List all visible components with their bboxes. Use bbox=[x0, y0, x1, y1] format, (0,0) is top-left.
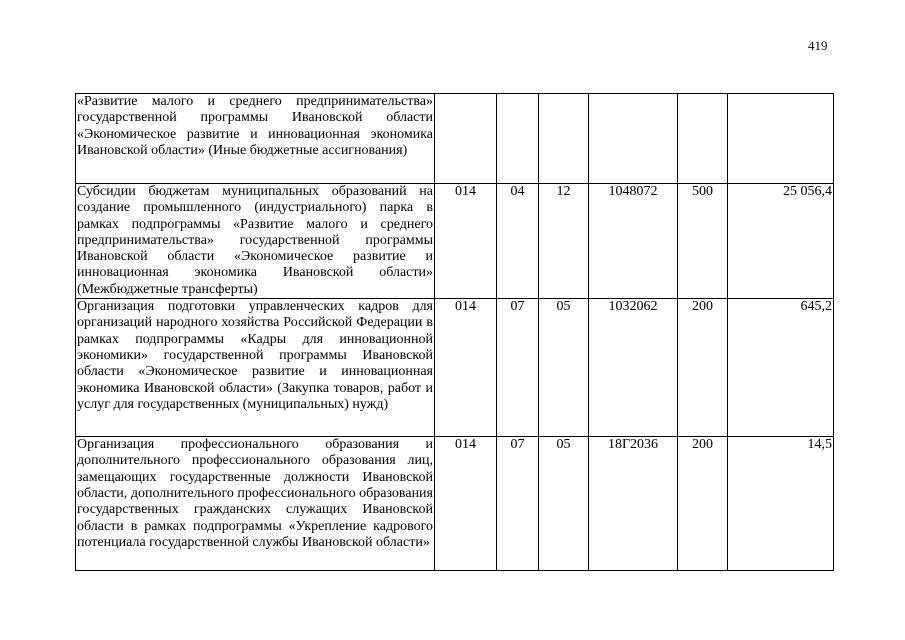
expense-type-code: 200 bbox=[678, 299, 728, 437]
subsection-code: 05 bbox=[539, 299, 589, 437]
target-article-code: 1032062 bbox=[589, 299, 678, 437]
section-code: 04 bbox=[497, 184, 539, 299]
ministry-code: 014 bbox=[435, 437, 497, 571]
expense-type-code: 500 bbox=[678, 184, 728, 299]
ministry-code: 014 bbox=[435, 299, 497, 437]
subsection-code: 12 bbox=[539, 184, 589, 299]
ministry-code bbox=[435, 94, 497, 184]
row-description: Организация профессионального образования и дополнительного профессионального образования лиц, замещающих государственные должности Ивановской области, дополнительного профессионального образования государственных гражданских служащих Ивановской области в рамках подпрограммы «Укрепление кадрового потенциала государственной службы Ивановской области» bbox=[76, 437, 435, 571]
target-article-code: 18Г2036 bbox=[589, 437, 678, 571]
expense-type-code: 200 bbox=[678, 437, 728, 571]
table-row bbox=[76, 437, 834, 571]
section-code: 07 bbox=[497, 437, 539, 571]
amount: 14,5 bbox=[728, 437, 834, 571]
subsection-code: 05 bbox=[539, 437, 589, 571]
budget-table bbox=[75, 93, 834, 571]
section-code: 07 bbox=[497, 299, 539, 437]
section-code bbox=[497, 94, 539, 184]
page-number: 419 bbox=[808, 38, 828, 53]
subsection-code bbox=[539, 94, 589, 184]
target-article-code bbox=[589, 94, 678, 184]
table-row bbox=[76, 184, 834, 299]
target-article-code: 1048072 bbox=[589, 184, 678, 299]
amount: 645,2 bbox=[728, 299, 834, 437]
amount bbox=[728, 94, 834, 184]
expense-type-code bbox=[678, 94, 728, 184]
amount: 25 056,4 bbox=[728, 184, 834, 299]
table-row bbox=[76, 94, 834, 184]
row-description: «Развитие малого и среднего предпринимательства» государственной программы Ивановской области «Экономическое развитие и инновационная экономика Ивановской области» (Иные бюджетные ассигнования) bbox=[76, 94, 435, 184]
table-row bbox=[76, 299, 834, 437]
row-description: Субсидии бюджетам муниципальных образований на создание промышленного (индустриального) парка в рамках подпрограммы «Развитие малого и среднего предпринимательства» государственной программы Ивановской области «Экономическое развитие и инновационная экономика Ивановской области» (Межбюджетные трансферты) bbox=[77, 184, 433, 297]
row-description: Организация подготовки управленческих кадров для организаций народного хозяйства Российской Федерации в рамках подпрограммы «Кадры для инновационной экономики» государственной программы Ивановской области «Экономическое развитие и инновационная экономика Ивановской области» (Закупка товаров, работ и услуг для государственных (муниципальных) нужд) bbox=[76, 299, 435, 437]
ministry-code: 014 bbox=[435, 184, 497, 299]
